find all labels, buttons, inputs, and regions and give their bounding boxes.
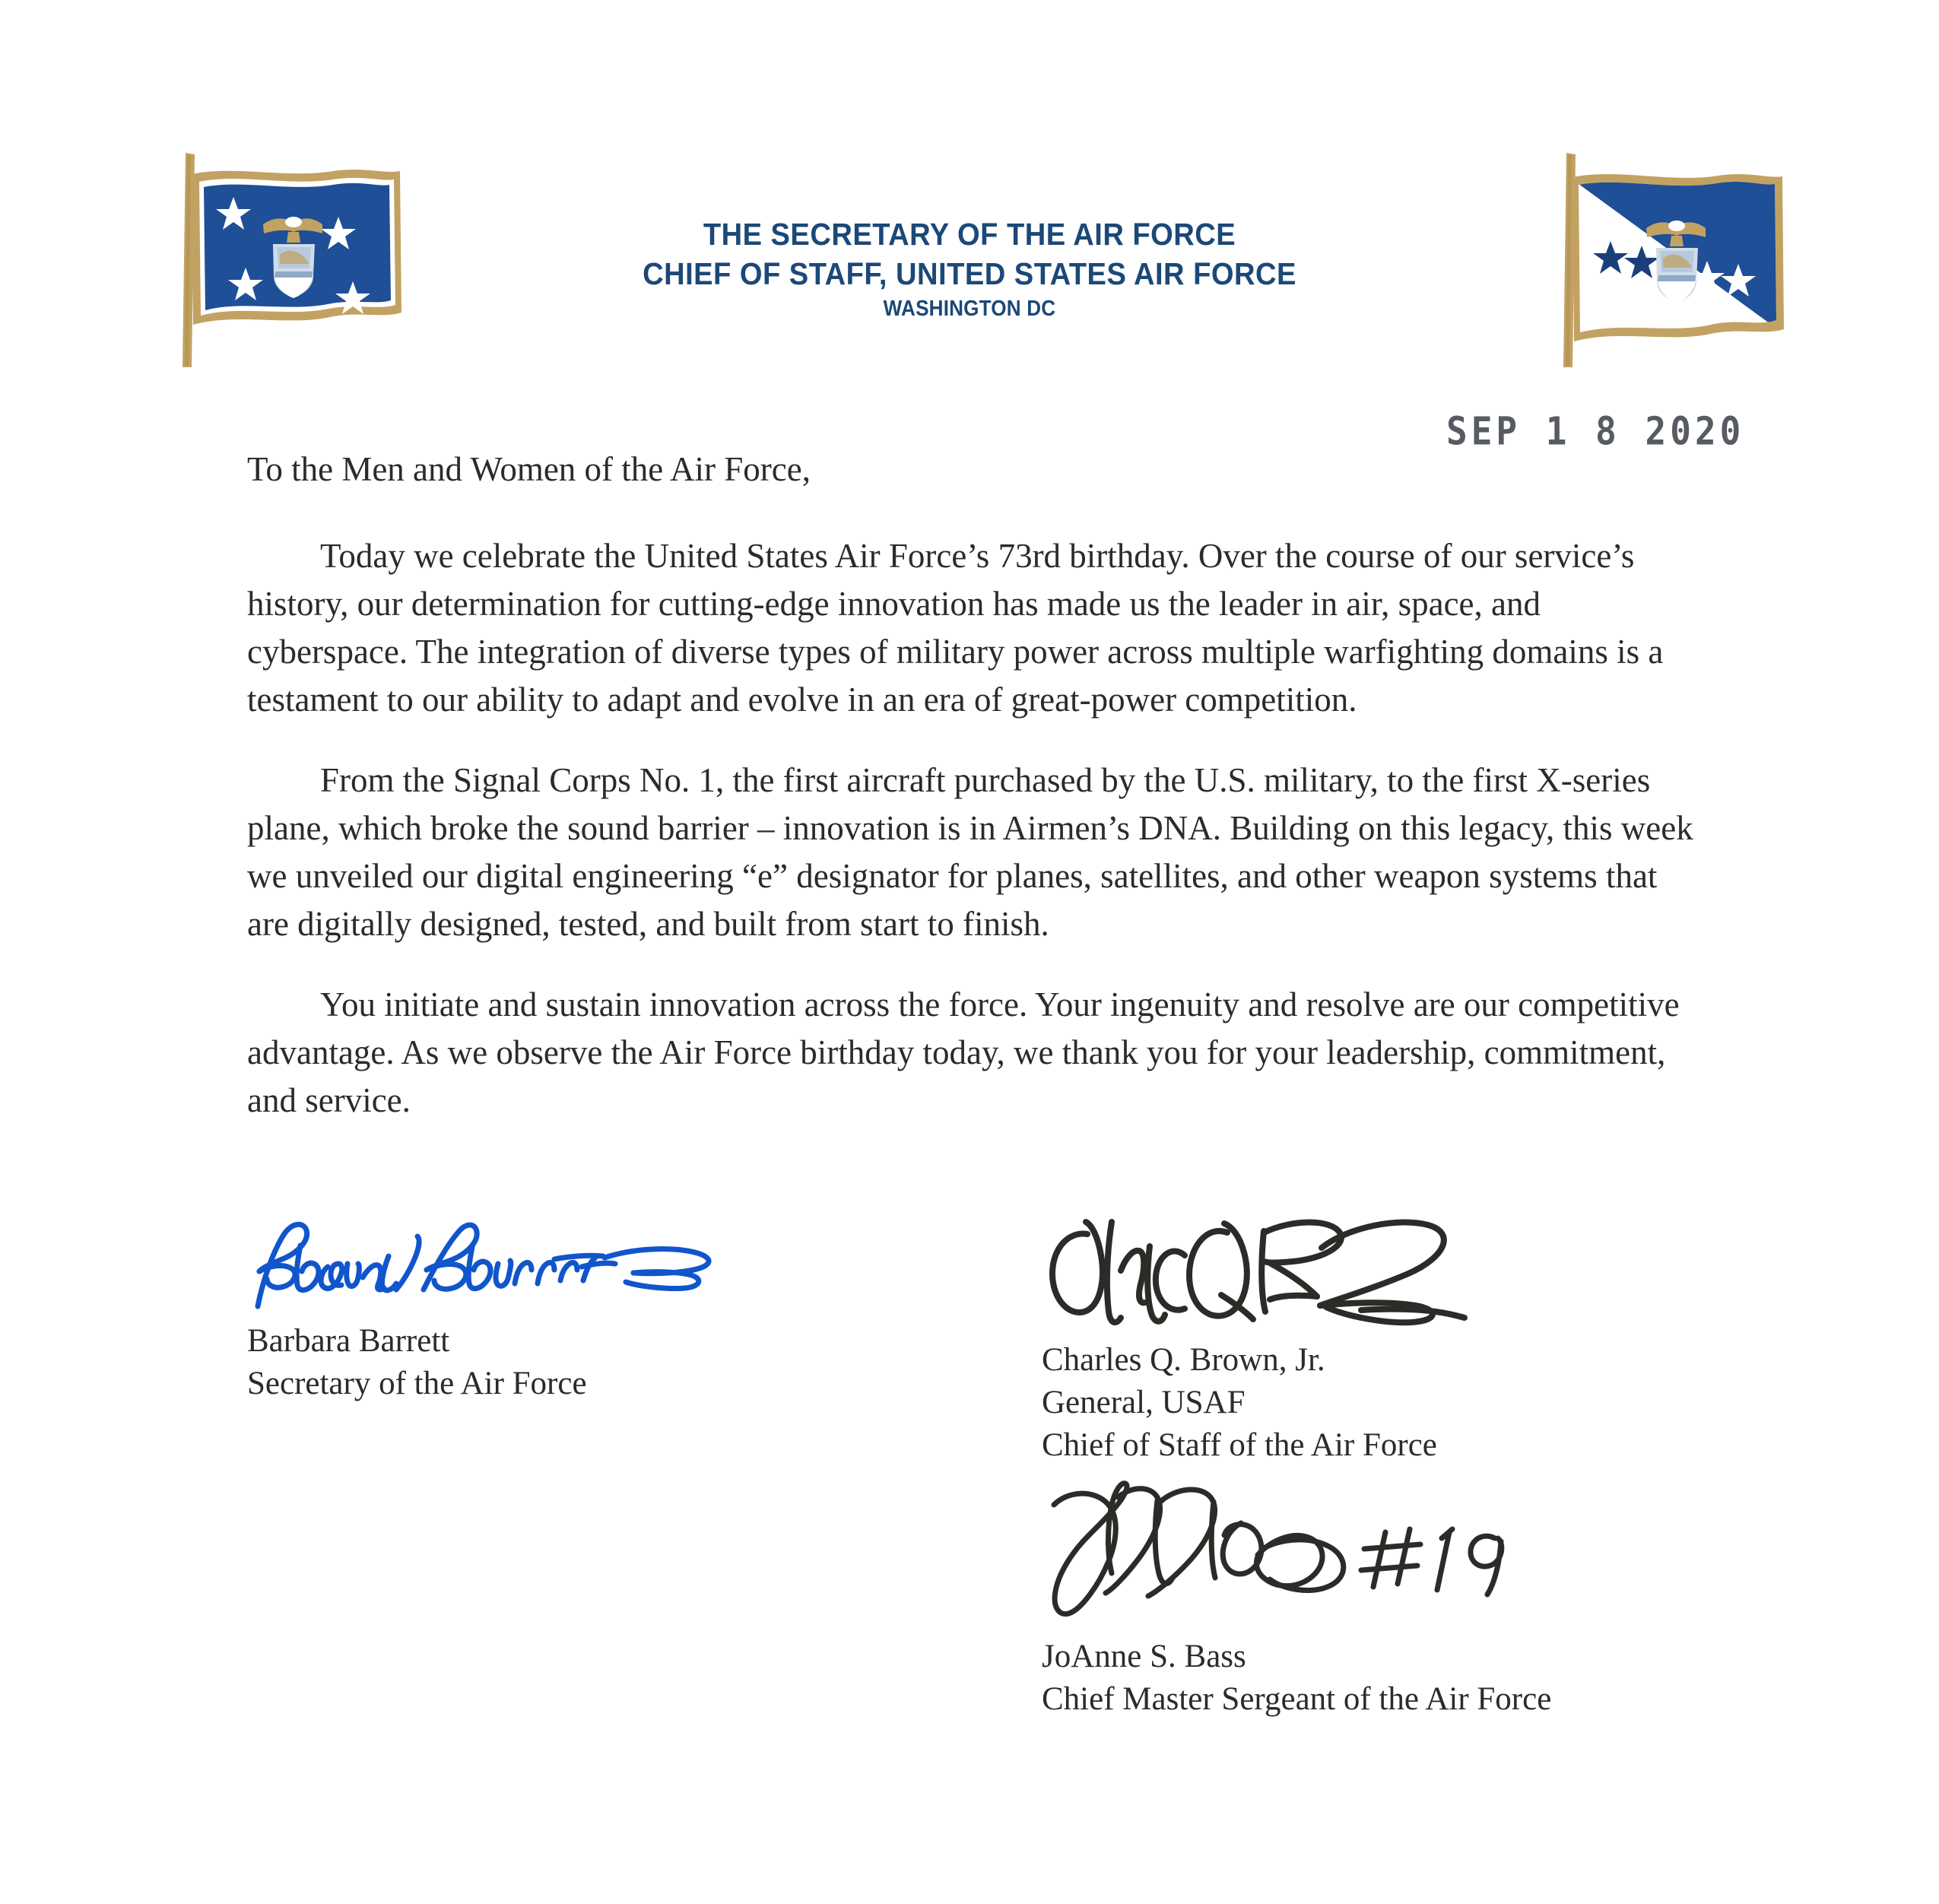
letterhead-line-2: CHIEF OF STAFF, UNITED STATES AIR FORCE: [643, 256, 1296, 291]
signature-names-bass: [1042, 1636, 1559, 1721]
joanne-s-bass-signature: [1042, 1479, 1559, 1631]
letter-body: [247, 447, 1706, 1157]
paragraph-1: Today we celebrate the United States Air Force’s 73rd birthday. Over the course of our service’s history, our determination for cutting-edge innovation has made us the leader in air, space, and cyberspace. The integration of diverse types of military power across multiple warfighting domains is a testament to our ability to adapt and evolve in an era of great-power competition.: [247, 537, 1664, 719]
signature-block-joanne-s-bass: [1042, 1479, 1559, 1721]
signature-names-brown: [1042, 1339, 1513, 1467]
signature-block-barbara-barrett: [247, 1217, 749, 1405]
letterhead-line-1: THE SECRETARY OF THE AIR FORCE: [703, 217, 1236, 252]
signer-title-2: Chief of Staff of the Air Force: [1042, 1427, 1437, 1463]
signature-names-barrett: [247, 1320, 749, 1405]
signer-title-1: Secretary of the Air Force: [247, 1366, 587, 1401]
paragraph-3: You initiate and sustain innovation across the force. Your ingenuity and resolve are our competitive advantage. As we observe the Air Force birthday today, we thank you for your leadership, commitment, and service.: [247, 985, 1680, 1119]
charles-q-brown-jr-signature: [1042, 1205, 1513, 1334]
signature-block-charles-q-brown-jr: [1042, 1205, 1513, 1467]
signer-title-1: Chief Master Sergeant of the Air Force: [1042, 1681, 1552, 1717]
date-stamp: SEP 1 8 2020: [1446, 408, 1745, 454]
signer-name: Charles Q. Brown, Jr.: [1042, 1342, 1325, 1378]
signer-title-1: General, USAF: [1042, 1385, 1246, 1420]
signer-name: Barbara Barrett: [247, 1323, 450, 1359]
signer-name: JoAnne S. Bass: [1042, 1639, 1246, 1674]
paragraph-2: From the Signal Corps No. 1, the first aircraft purchased by the U.S. military, to the first X-series plane, which broke the sound barrier – innovation is in Airmen’s DNA. Building on this legacy, this week we unveiled our digital engineering “e” designator for planes, satellites, and other weapon systems that are digitally designed, tested, and built from start to finish.: [247, 761, 1693, 943]
salutation: To the Men and Women of the Air Force,: [247, 450, 811, 488]
barbara-barrett-signature: [247, 1217, 749, 1315]
letterhead-line-3: WASHINGTON DC: [883, 297, 1056, 321]
letterhead: [0, 214, 1939, 324]
